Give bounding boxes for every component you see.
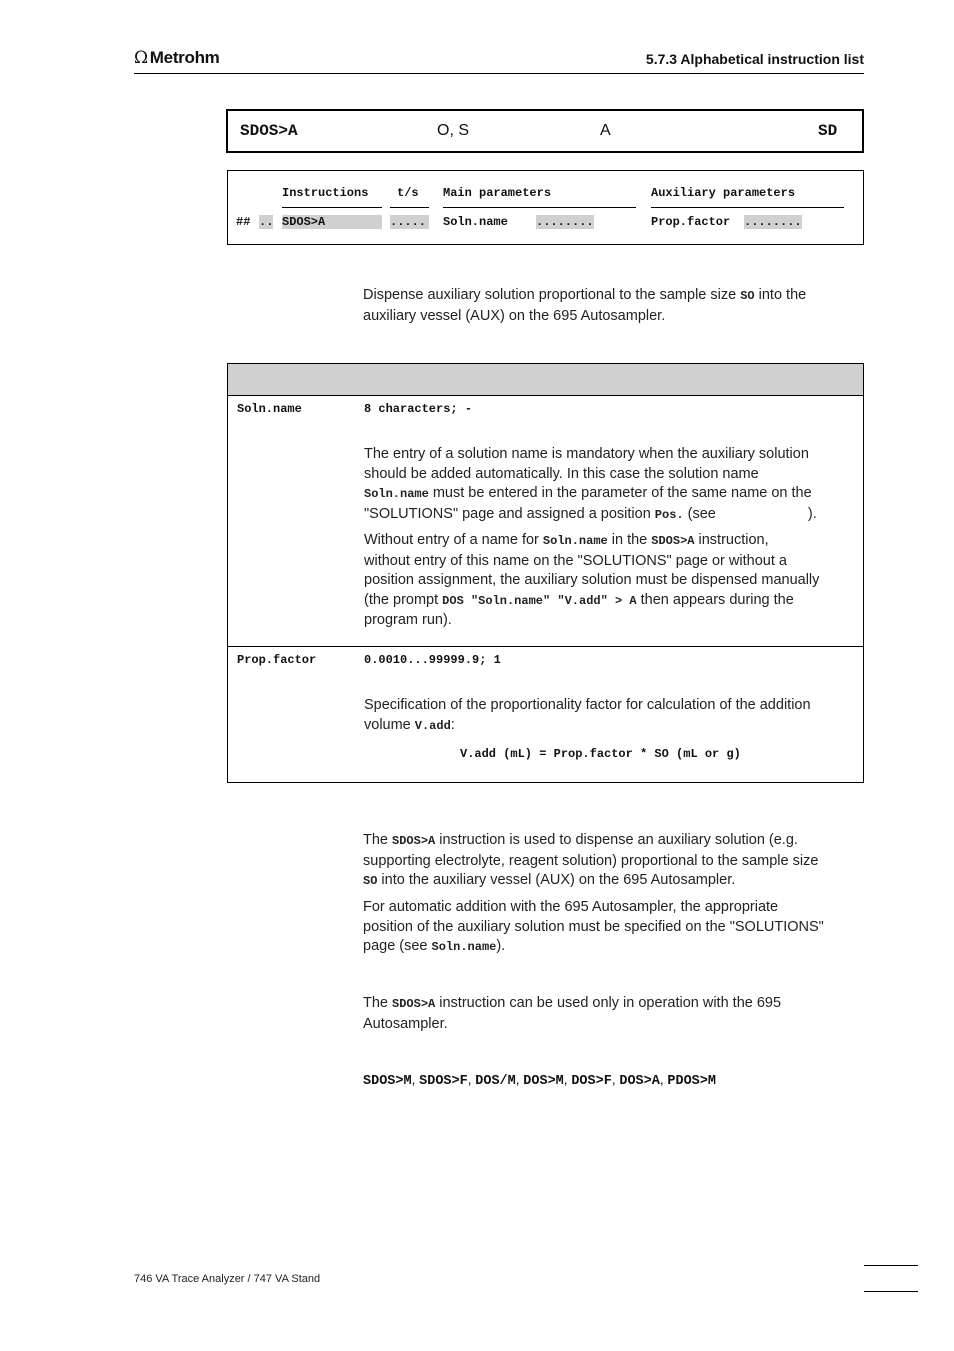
code-soln-name: Soln.name <box>431 940 497 954</box>
text-span: (see <box>683 505 716 522</box>
see-also-list: SDOS>M, SDOS>F, DOS/M, DOS>M, DOS>F, DOS>A, PDOS>M <box>363 1072 716 1089</box>
code-pos: Pos. <box>654 507 684 522</box>
see-also-item: SDOS>F <box>419 1074 468 1089</box>
row-instruction: SDOS>A <box>282 215 382 229</box>
parameters-table <box>227 363 864 783</box>
description-text: Dispense auxiliary solution proportional to the sample size <box>363 287 741 303</box>
formula: V.add (mL) = Prop.factor * SO (mL or g) <box>460 747 741 761</box>
section-title: 5.7.3 Alphabetical instruction list <box>645 51 864 67</box>
instruction-name: SDOS>A <box>240 122 298 140</box>
text-line: program run). <box>364 612 452 628</box>
omega-logo-icon: Ω <box>134 48 148 68</box>
code-vadd: V.add <box>414 718 451 733</box>
instruction-title-box <box>226 109 864 153</box>
text-span: instruction is used to dispense an auxiliary solution (e.g. <box>435 832 798 848</box>
text-span: Without entry of a name for <box>364 532 543 548</box>
header-divider <box>134 73 864 74</box>
logo-text: Metrohm <box>149 48 220 67</box>
text-span: into the auxiliary vessel (AUX) on the 695 Autosampler. <box>377 872 736 888</box>
row-number: ## <box>236 215 251 229</box>
text-span: ). <box>496 938 506 954</box>
text-line: Specification of the proportionality factor for calculation of the addition <box>364 697 811 713</box>
description-text: into the auxiliary vessel (AUX) on the 695 Autosampler. <box>363 287 807 324</box>
code-sdos-a: SDOS>A <box>651 534 695 548</box>
text-span: must be entered in the parameter of the same name on the <box>428 485 812 501</box>
footer-product: 746 VA Trace Analyzer / 747 VA Stand <box>134 1273 321 1285</box>
param-range-soln: 8 characters; - <box>364 402 473 416</box>
text-line: The entry of a solution name is mandatory when the auxiliary solution <box>364 446 809 462</box>
text-span: instruction can be used only in operation with the 695 <box>435 995 782 1011</box>
param-range-prop: 0.0010...99999.9; 1 <box>364 653 501 667</box>
header-ts: t/s <box>397 186 419 200</box>
see-also-item: DOS/M <box>475 1074 516 1089</box>
metrohm-logo <box>134 48 219 68</box>
text-span: page (see <box>363 938 432 954</box>
param-desc-soln-2 <box>364 531 859 631</box>
note-automatic <box>363 898 858 958</box>
text-span: : <box>450 716 455 733</box>
text-line: should be added automatically. In this case the solution name <box>364 465 759 482</box>
instruction-syntax-table <box>227 170 864 245</box>
parameters-table-header <box>228 364 863 396</box>
underline <box>651 207 844 208</box>
text-span: The <box>363 995 393 1011</box>
param-desc-soln <box>364 445 859 525</box>
instruction-description <box>363 286 858 326</box>
text-line: supporting electrolyte, reagent solution) proportional to the sample size <box>363 852 819 869</box>
instruction-abbrev: SD <box>818 122 838 140</box>
param-name-prop: Prop.factor <box>237 653 317 667</box>
text-span: ). <box>807 505 817 522</box>
instruction-mode: A <box>600 122 611 139</box>
text-span: The <box>363 832 393 848</box>
row-main-name: Soln.name <box>443 215 508 229</box>
row-main-value: ........ <box>536 215 594 229</box>
parameters-row-divider <box>228 646 863 647</box>
code-sdos-a: SDOS>A <box>392 834 436 848</box>
code-soln-name: Soln.name <box>364 487 429 501</box>
text-span: "SOLUTIONS" page and assigned a position <box>364 505 655 522</box>
see-also-item: DOS>M <box>523 1074 564 1089</box>
see-also-item: DOS>F <box>571 1074 612 1089</box>
header-main-parameters: Main parameters <box>443 186 552 200</box>
row-dots: .. <box>259 215 274 229</box>
param-name-soln: Soln.name <box>237 402 302 416</box>
text-span: in the <box>607 532 652 548</box>
param-desc-prop <box>364 696 859 736</box>
see-also-item: PDOS>M <box>667 1074 716 1089</box>
see-also-item: DOS>A <box>619 1074 660 1089</box>
text-span: (the prompt <box>364 591 443 608</box>
underline <box>282 207 382 208</box>
text-span: instruction, <box>694 532 769 548</box>
code-so: SO <box>363 874 378 888</box>
footer-rule <box>864 1265 918 1266</box>
code-soln-name: Soln.name <box>542 534 608 548</box>
row-aux-name: Prop.factor <box>651 215 731 229</box>
underline <box>443 207 636 208</box>
note-usage <box>363 831 858 892</box>
text-line: without entry of this name on the "SOLUTIONS" page or without a <box>364 552 787 569</box>
header-auxiliary-parameters: Auxiliary parameters <box>651 186 796 200</box>
text-line: For automatic addition with the 695 Autosampler, the appropriate <box>363 899 779 915</box>
code-so: SO <box>740 289 755 303</box>
text-line: Autosampler. <box>363 1015 448 1032</box>
note-restriction <box>363 994 858 1034</box>
code-sdos-a: SDOS>A <box>392 997 436 1011</box>
underline <box>390 207 429 208</box>
text-line: position of the auxiliary solution must be specified on the "SOLUTIONS" <box>363 918 824 935</box>
text-line: position assignment, the auxiliary solution must be dispensed manually <box>364 572 820 588</box>
code-prompt: DOS "Soln.name" "V.add" > A <box>442 593 637 608</box>
header-instructions: Instructions <box>282 186 369 200</box>
instruction-type: O, S <box>437 122 470 139</box>
row-ts: ..... <box>390 215 429 229</box>
row-aux-value: ........ <box>744 215 802 229</box>
footer-rule <box>864 1291 918 1292</box>
see-also-item: SDOS>M <box>363 1074 412 1089</box>
text-span: then appears during the <box>636 591 794 608</box>
text-span: volume <box>364 716 415 733</box>
